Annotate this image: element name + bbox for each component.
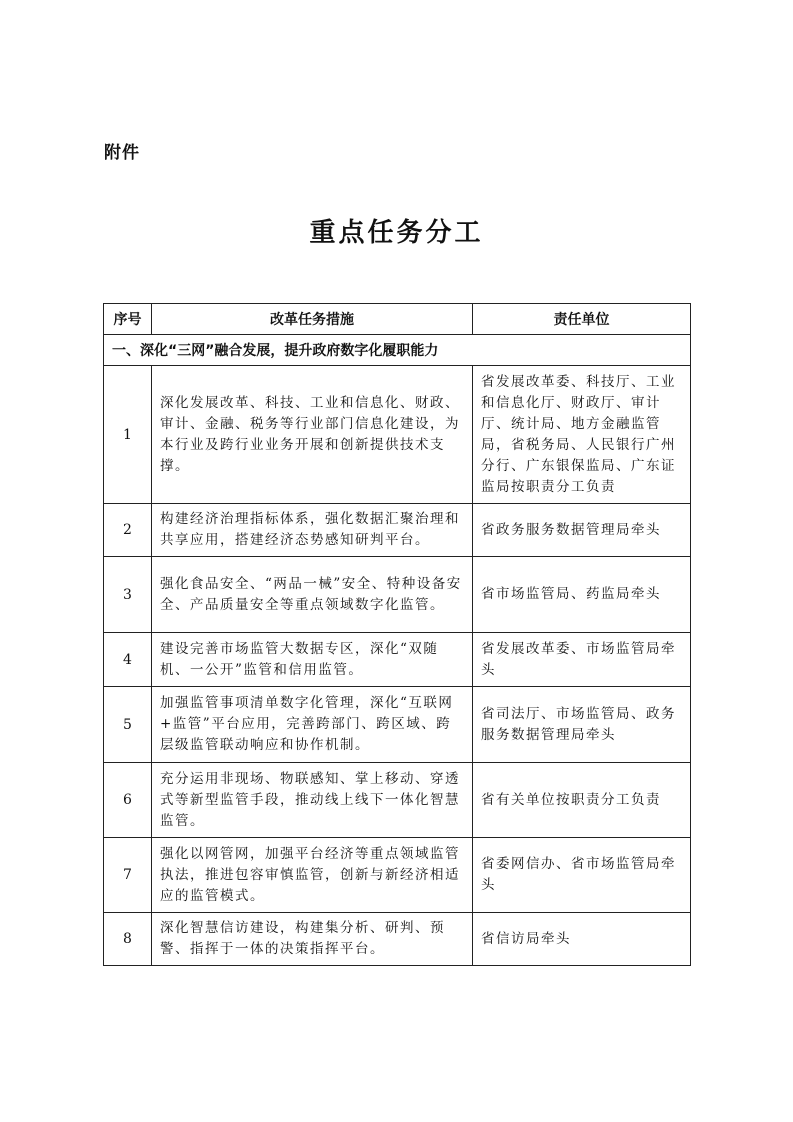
row-number: 1 (104, 366, 152, 504)
row-number: 2 (104, 504, 152, 557)
attachment-label: 附件 (104, 143, 140, 163)
row-unit: 省发展改革委、科技厅、工业和信息化厅、财政厅、审计厅、统计局、地方金融监管局，省税务局、人民银行广州分行、广东银保监局、广东证监局按职责分工负责 (473, 366, 691, 504)
row-task: 充分运用非现场、物联感知、掌上移动、穿透式等新型监管手段，推动线上线下一体化智慧监管。 (152, 763, 473, 838)
task-table (103, 303, 691, 966)
header-serial-number: 序号 (104, 304, 152, 335)
row-unit: 省司法厅、市场监管局、政务服务数据管理局牵头 (473, 687, 691, 763)
table-row (104, 913, 691, 966)
row-number: 8 (104, 913, 152, 966)
row-task: 强化食品安全、“两品一械”安全、特种设备安全、产品质量安全等重点领域数字化监管。 (152, 557, 473, 633)
row-task: 强化以网管网，加强平台经济等重点领域监管执法，推进包容审慎监管，创新与新经济相适应的监管模式。 (152, 838, 473, 913)
header-reform-task: 改革任务措施 (152, 304, 473, 335)
row-task: 深化智慧信访建设，构建集分析、研判、预警、指挥于一体的决策指挥平台。 (152, 913, 473, 966)
row-unit: 省政务服务数据管理局牵头 (473, 504, 691, 557)
table-row (104, 687, 691, 763)
row-unit: 省发展改革委、市场监管局牵头 (473, 633, 691, 687)
row-task: 建设完善市场监管大数据专区，深化“双随机、一公开”监管和信用监管。 (152, 633, 473, 687)
table-row (104, 557, 691, 633)
row-number: 5 (104, 687, 152, 763)
header-responsible-unit: 责任单位 (473, 304, 691, 335)
page-title: 重点任务分工 (309, 218, 484, 248)
row-number: 7 (104, 838, 152, 913)
row-unit: 省委网信办、省市场监管局牵头 (473, 838, 691, 913)
table-header-row (104, 304, 691, 335)
row-task: 加强监管事项清单数字化管理，深化“互联网+监管”平台应用，完善跨部门、跨区域、跨层级监管联动响应和协作机制。 (152, 687, 473, 763)
row-unit: 省市场监管局、药监局牵头 (473, 557, 691, 633)
row-number: 4 (104, 633, 152, 687)
row-task: 构建经济治理指标体系，强化数据汇聚治理和共享应用，搭建经济态势感知研判平台。 (152, 504, 473, 557)
table-row (104, 763, 691, 838)
table-row (104, 504, 691, 557)
table-row (104, 366, 691, 504)
table-row (104, 838, 691, 913)
row-unit: 省有关单位按职责分工负责 (473, 763, 691, 838)
row-number: 3 (104, 557, 152, 633)
row-task: 深化发展改革、科技、工业和信息化、财政、审计、金融、税务等行业部门信息化建设，为本行业及跨行业业务开展和创新提供技术支撑。 (152, 366, 473, 504)
row-number: 6 (104, 763, 152, 838)
table-row (104, 633, 691, 687)
row-unit: 省信访局牵头 (473, 913, 691, 966)
section-heading: 一、深化“三网”融合发展，提升政府数字化履职能力 (104, 335, 691, 366)
section-row (104, 335, 691, 366)
